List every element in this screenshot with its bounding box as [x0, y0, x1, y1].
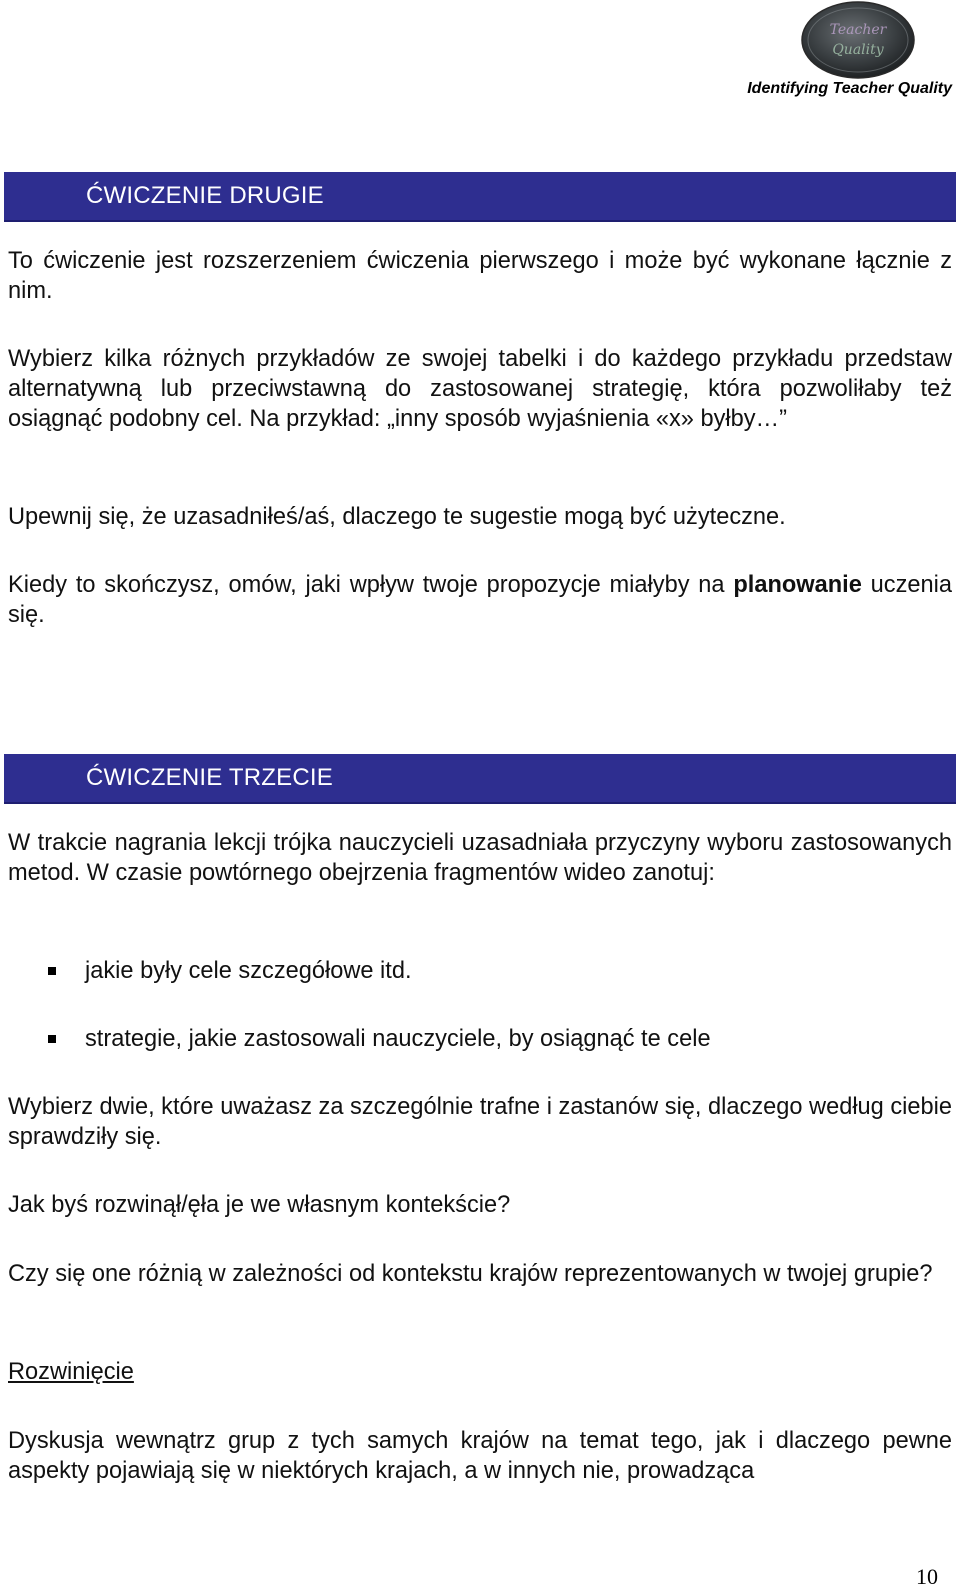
- section-heading-exercise-three: ĆWICZENIE TRZECIE: [86, 764, 333, 791]
- exercise-two-instructions: Wybierz kilka różnych przykładów ze swojej tabelki i do każdego przykładu przedstaw alternatywną lub przeciwstawną do zastosowanej strategię, która pozwoliłaby też osiągnąć podobny cel. Na przykład: „inny sposób wyjaśnienia «x» byłby…”: [8, 346, 952, 432]
- page-header: [660, 0, 960, 110]
- svg-text:Quality: Quality: [832, 42, 884, 58]
- exercise-three-develop: Jak byś rozwinął/ęła je we własnym kontekście?: [8, 1192, 511, 1218]
- exercise-three-context: Czy się one różnią w zależności od kontekstu krajów reprezentowanych w twojej grupie?: [8, 1261, 933, 1287]
- planning-emphasis: planowanie: [733, 572, 862, 598]
- square-bullet-icon: [48, 967, 56, 975]
- section-heading-exercise-two: ĆWICZENIE DRUGIE: [86, 182, 324, 209]
- extension-discussion: Dyskusja wewnątrz grup z tych samych krajów na temat tego, jak i dlaczego pewne aspekty pojawiają się w niektórych krajach, a w innych nie, prowadząca: [8, 1428, 952, 1484]
- exercise-two-justify-note: Upewnij się, że uzasadniłeś/aś, dlaczego te sugestie mogą być użyteczne.: [8, 504, 786, 530]
- logo-lettering: Teacher: [829, 22, 887, 38]
- section-bar-exercise-two: [4, 172, 956, 222]
- page-number: 10: [916, 1564, 938, 1589]
- section-bar-exercise-three: [4, 754, 956, 804]
- exercise-three-choose: Wybierz dwie, które uważasz za szczególnie trafne i zastanów się, dlaczego według ciebie sprawdziły się.: [8, 1094, 953, 1150]
- exercise-two-discussion: Kiedy to skończysz, omów, jaki wpływ twoje propozycje miałyby na planowanie uczenia się.: [8, 572, 952, 628]
- teacher-quality-logo: [800, 0, 918, 80]
- header-title: Identifying Teacher Quality: [747, 80, 952, 97]
- exercise-three-intro: W trakcie nagrania lekcji trójka nauczycieli uzasadniała przyczyny wyboru zastosowanych metod. W czasie powtórnego obejrzenia fragmentów wideo zanotuj:: [8, 830, 952, 886]
- extension-heading: Rozwinięcie: [8, 1359, 134, 1385]
- exercise-two-intro: To ćwiczenie jest rozszerzeniem ćwiczenia pierwszego i może być wykonane łącznie z nim.: [8, 248, 952, 304]
- square-bullet-icon: [48, 1035, 56, 1043]
